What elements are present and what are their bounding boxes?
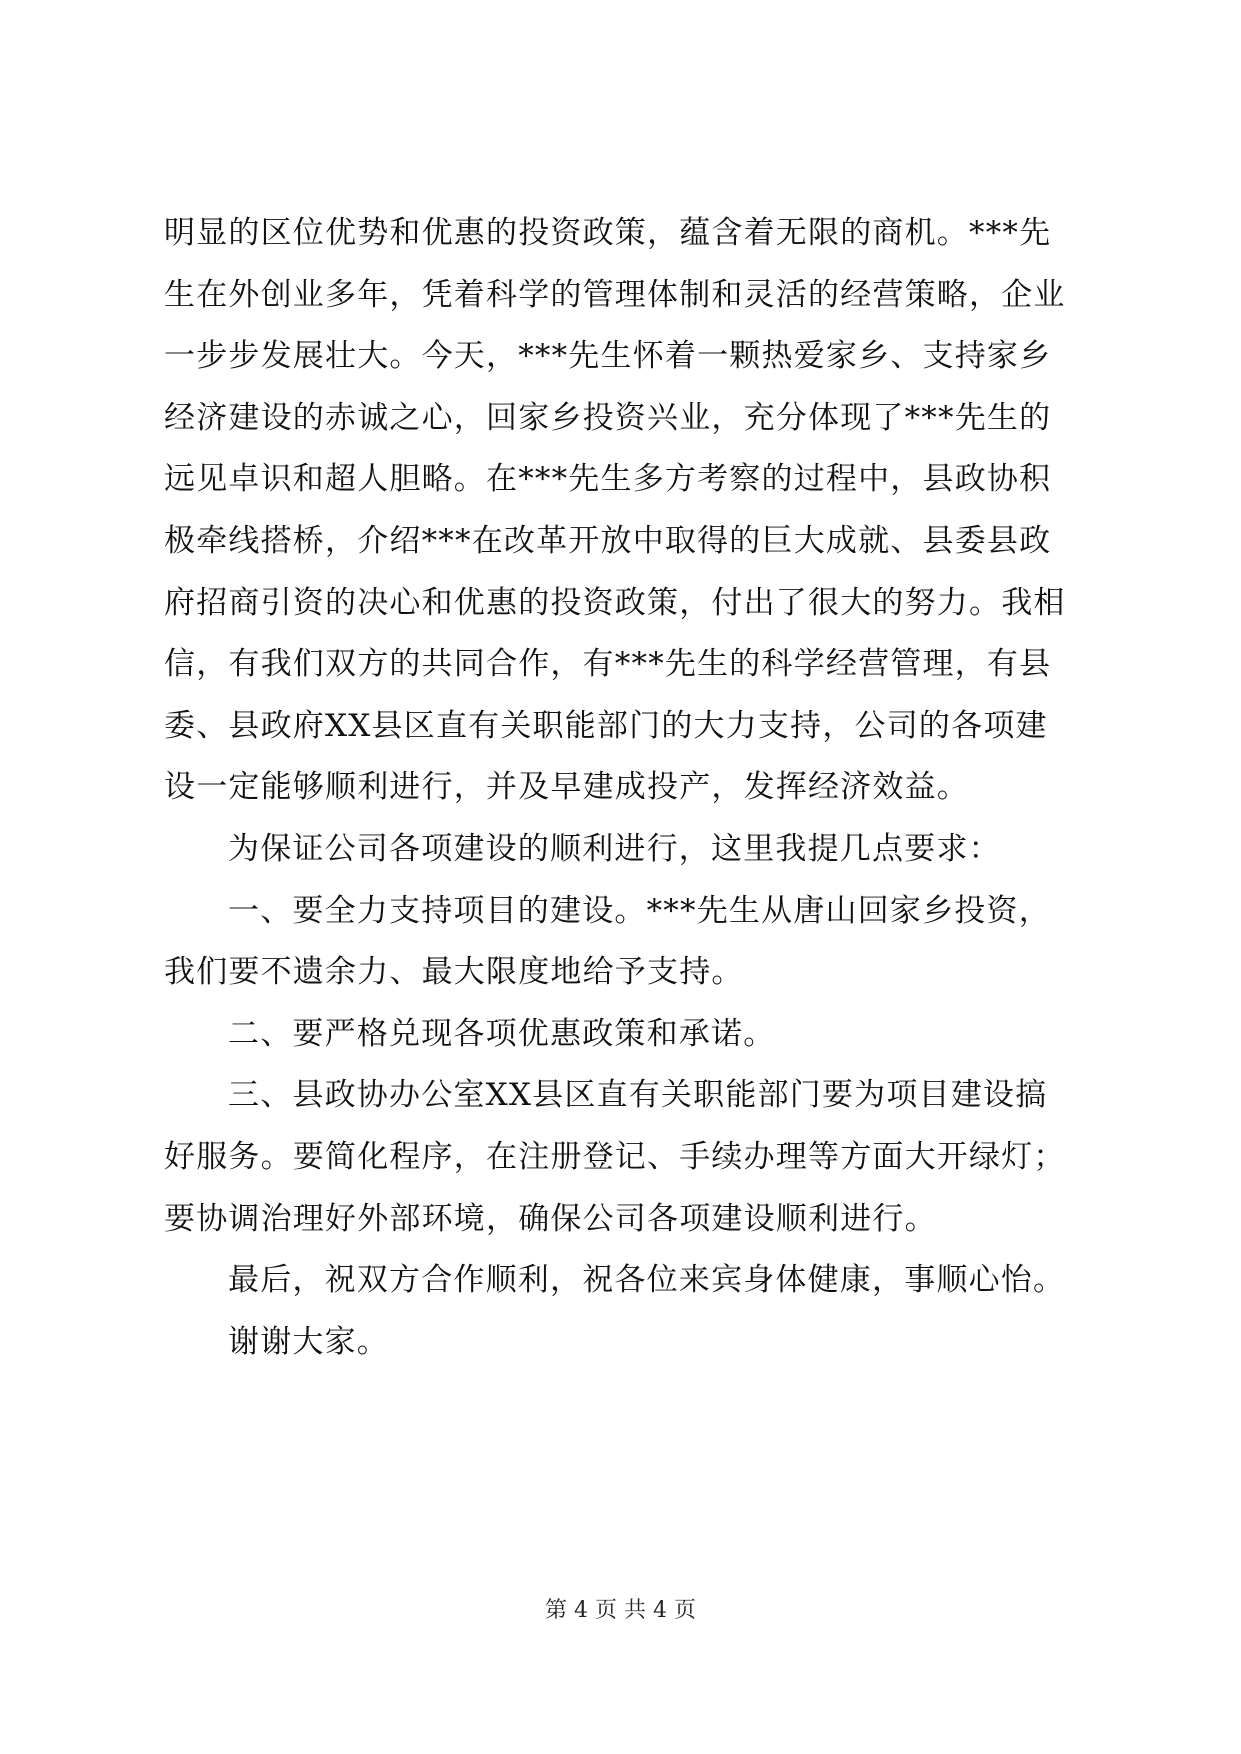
text-line: 信，有我们双方的共同合作，有***先生的科学经营管理，有县 <box>164 646 1052 683</box>
text-line: 生在外创业多年，凭着科学的管理体制和灵活的经营策略，企业 <box>164 276 1066 313</box>
text-line: 一、要全力支持项目的建设。***先生从唐山回家乡投资， <box>228 892 1051 929</box>
text-line: 经济建设的赤诚之心，回家乡投资兴业，充分体现了***先生的 <box>164 399 1052 436</box>
text-line: 远见卓识和超人胆略。在***先生多方考察的过程中，县政协积 <box>164 461 1052 498</box>
text-line: 我们要不遗余力、最大限度地给予支持。 <box>164 954 744 991</box>
text-line: 为保证公司各项建设的顺利进行，这里我提几点要求： <box>228 830 1001 867</box>
text-line: 三、县政协办公室XX县区直有关职能部门要为项目建设搞 <box>228 1077 1048 1114</box>
text-line: 谢谢大家。 <box>228 1323 389 1360</box>
text-line: 二、要严格兑现各项优惠政策和承诺。 <box>228 1015 776 1052</box>
body-text <box>164 203 1084 1373</box>
text-line: 要协调治理好外部环境，确保公司各项建设顺利进行。 <box>164 1200 937 1237</box>
text-line: 设一定能够顺利进行，并及早建成投产，发挥经济效益。 <box>164 769 969 806</box>
text-line: 最后，祝双方合作顺利，祝各位来宾身体健康，事顺心怡。 <box>228 1262 1066 1299</box>
page-number-footer: 第 4 页 共 4 页 <box>545 1598 696 1623</box>
text-line: 委、县政府XX县区直有关职能部门的大力支持，公司的各项建 <box>164 707 1048 744</box>
text-line: 府招商引资的决心和优惠的投资政策，付出了很大的努力。我相 <box>164 584 1066 621</box>
text-line: 明显的区位优势和优惠的投资政策，蕴含着无限的商机。***先 <box>164 215 1052 251</box>
text-line: 一步步发展壮大。今天，***先生怀着一颗热爱家乡、支持家乡 <box>164 338 1052 375</box>
text-line: 极牵线搭桥，介绍***在改革开放中取得的巨大成就、县委县政 <box>164 522 1052 559</box>
text-line: 好服务。要简化程序，在注册登记、手续办理等方面大开绿灯； <box>164 1138 1066 1175</box>
